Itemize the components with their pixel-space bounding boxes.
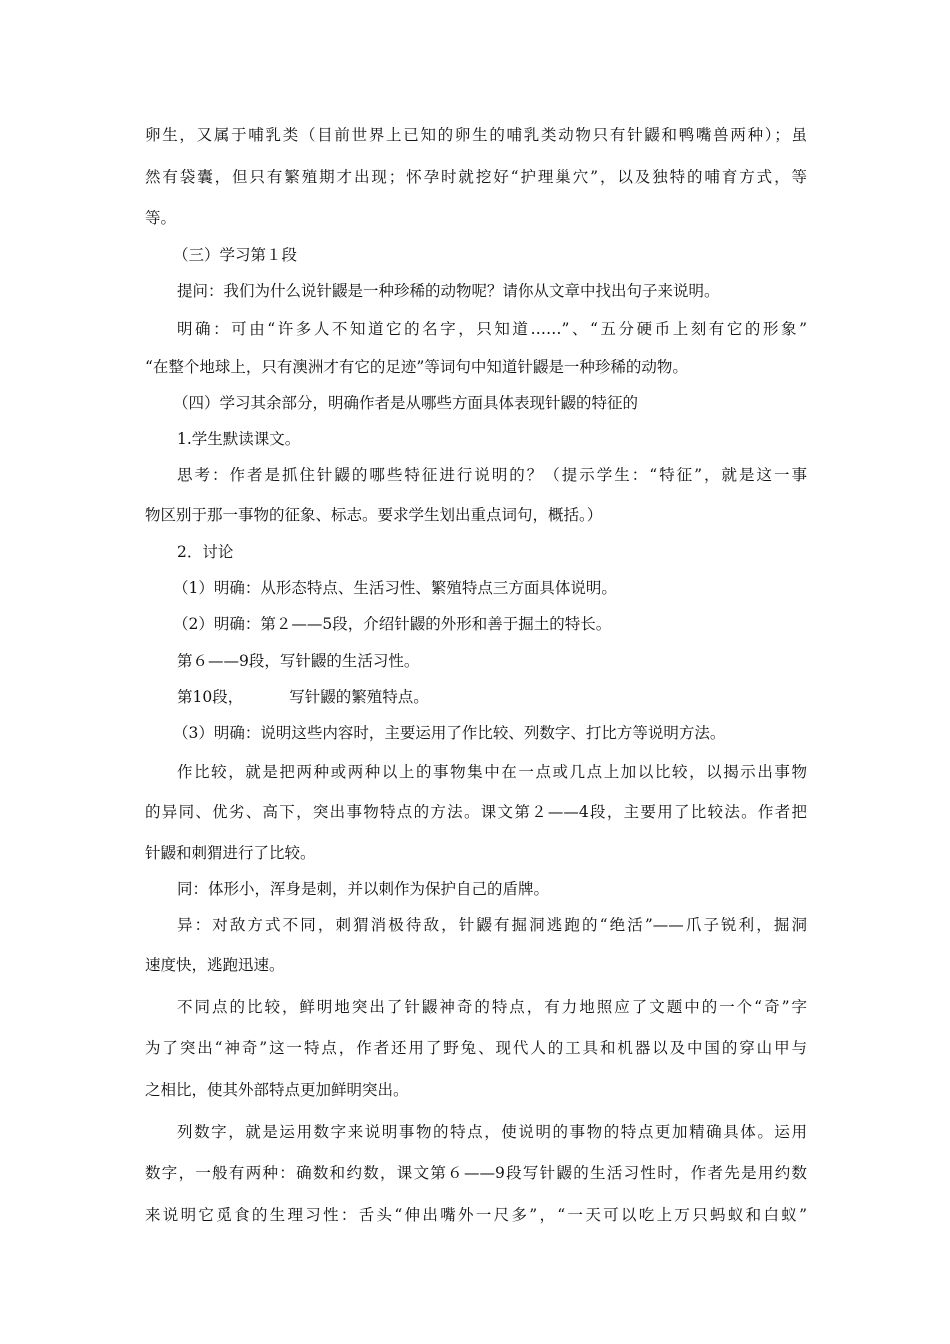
paragraph-line: （3）明确：说明这些内容时，主要运用了作比较、列数字、打比方等说明方法。 xyxy=(173,724,726,742)
paragraph-line: 等。 xyxy=(145,209,177,227)
paragraph-line: 来说明它觅食的生理习性：舌头“伸出嘴外一尺多”，“一天可以吃上万只蚂蚁和白蚁” xyxy=(145,1206,807,1224)
section-heading: （四）学习其余部分，明确作者是从哪些方面具体表现针鼹的特征的 xyxy=(173,394,639,412)
paragraph-line: 提问：我们为什么说针鼹是一种珍稀的动物呢？请你从文章中找出句子来说明。 xyxy=(177,282,720,300)
paragraph-line-part: 第10段， xyxy=(177,688,244,706)
section-heading: （三）学习第１段 xyxy=(173,246,298,264)
paragraph-line: 针鼹和刺猬进行了比较。 xyxy=(145,844,316,862)
paragraph-line: 之相比，使其外部特点更加鲜明突出。 xyxy=(145,1081,409,1099)
paragraph-line: 不同点的比较，鲜明地突出了针鼹神奇的特点，有力地照应了文题中的一个“奇”字 xyxy=(177,998,807,1016)
paragraph-line: 思考：作者是抓住针鼹的哪些特征进行说明的？（提示学生：“特征”，就是这一事 xyxy=(177,466,807,484)
paragraph-line: 卵生，又属于哺乳类（目前世界上已知的卵生的哺乳类动物只有针鼹和鸭嘴兽两种）；虽 xyxy=(145,126,807,144)
paragraph-line: 物区别于那一事物的征象、标志。要求学生划出重点词句，概括。） xyxy=(145,506,603,524)
paragraph-line: 列数字，就是运用数字来说明事物的特点，使说明的事物的特点更加精确具体。运用 xyxy=(177,1123,807,1141)
paragraph-line: 1.学生默读课文。 xyxy=(177,430,301,448)
paragraph-line: 明确：可由“许多人不知道它的名字，只知道……”、“五分硬币上刻有它的形象” xyxy=(177,320,807,338)
paragraph-line: 作比较，就是把两种或两种以上的事物集中在一点或几点上加以比较，以揭示出事物 xyxy=(177,763,807,781)
paragraph-line: 同：体形小，浑身是刺，并以刺作为保护自己的盾牌。 xyxy=(177,880,550,898)
paragraph-line: 第６——9段，写针鼹的生活习性。 xyxy=(177,652,420,670)
paragraph-line: 为了突出“神奇”这一特点，作者还用了野兔、现代人的工具和机器以及中国的穿山甲与 xyxy=(145,1039,807,1057)
paragraph-line: 异：对敌方式不同，刺猬消极待敌，针鼹有掘洞逃跑的“绝活”——爪子锐利，掘洞 xyxy=(177,916,807,934)
paragraph-line: （1）明确：从形态特点、生活习性、繁殖特点三方面具体说明。 xyxy=(173,579,617,597)
paragraph-line-part: 写针鼹的繁殖特点。 xyxy=(289,688,429,706)
paragraph-line: 然有袋囊，但只有繁殖期才出现；怀孕时就挖好“护理巢穴”，以及独特的哺育方式，等 xyxy=(145,168,807,186)
paragraph-line: “在整个地球上，只有澳洲才有它的足迹”等词句中知道针鼹是一种珍稀的动物。 xyxy=(145,358,688,376)
paragraph-line: 的异同、优劣、高下，突出事物特点的方法。课文第２——4段，主要用了比较法。作者把 xyxy=(145,803,807,821)
paragraph-line: 速度快，逃跑迅速。 xyxy=(145,956,285,974)
paragraph-line: （2）明确：第２——5段，介绍针鼹的外形和善于掘土的特长。 xyxy=(173,615,612,633)
paragraph-line: 2．讨论 xyxy=(177,543,234,561)
paragraph-line xyxy=(177,690,429,706)
paragraph-line: 数字，一般有两种：确数和约数，课文第６——9段写针鼹的生活习性时，作者先是用约数 xyxy=(145,1164,807,1182)
